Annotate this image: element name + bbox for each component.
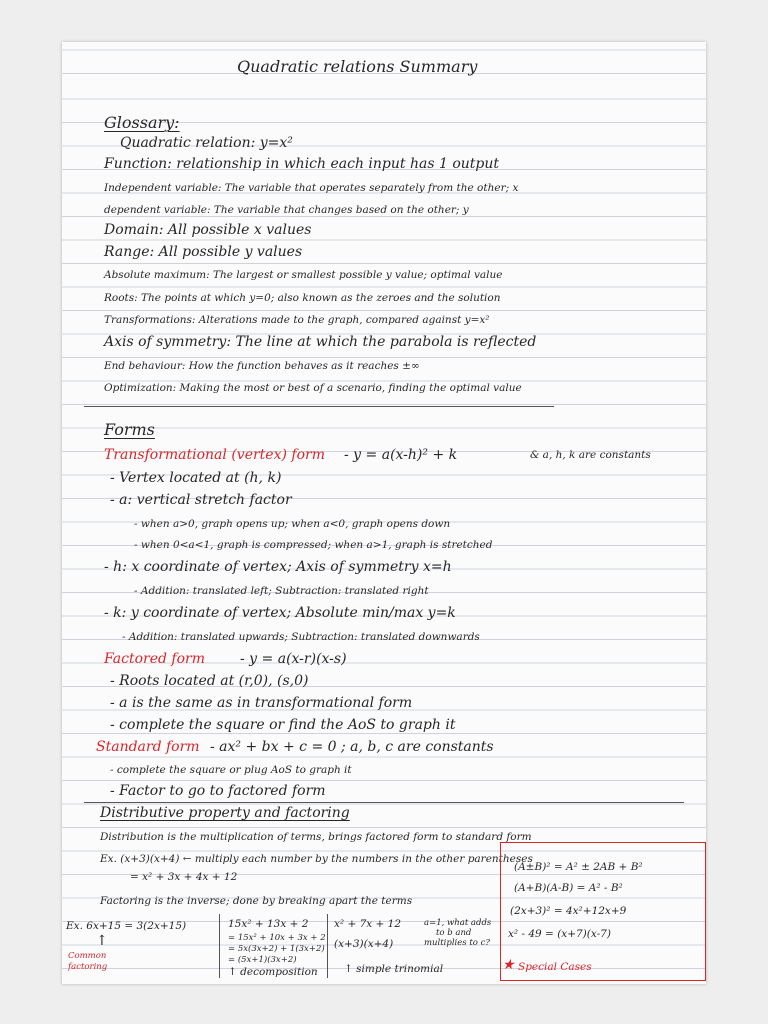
star-icon: ★ [502, 957, 515, 973]
k-translation: - Addition: translated upwards; Subtraction: translated downwards [122, 631, 480, 643]
section-divider [84, 802, 684, 803]
glossary-quadratic-relation: Quadratic relation: y=x² [120, 135, 293, 151]
forms-heading: Forms [104, 420, 155, 439]
glossary-dependent-variable: dependent variable: The variable that changes based on the other; y [104, 204, 469, 216]
vertex-located: - Vertex located at (h, k) [110, 470, 282, 486]
glossary-domain: Domain: All possible x values [104, 222, 312, 238]
simple-trinomial-label: ↑ simple trinomial [344, 963, 444, 975]
factoring-definition: Factoring is the inverse; done by breaking apart the terms [100, 895, 413, 907]
glossary-absolute-maximum: Absolute maximum: The largest or smallest possible y value; optimal value [104, 269, 503, 281]
decomposition-equation: 15x² + 13x + 2 [228, 918, 309, 930]
k-coordinate: - k: y coordinate of vertex; Absolute min/max y=k [104, 605, 456, 621]
common-factoring-example: Ex. 6x+15 = 3(2x+15) [66, 920, 187, 932]
simple-trinomial-note-1: a=1, what adds [424, 918, 492, 928]
complete-the-square-note: - complete the square or find the AoS to graph it [110, 717, 456, 733]
glossary-end-behaviour: End behaviour: How the function behaves as it reaches ±∞ [104, 360, 420, 372]
standard-form-graph-note: - complete the square or plug AoS to graph it [110, 764, 352, 776]
glossary-roots: Roots: The points at which y=0; also known as the zeroes and the solution [104, 292, 501, 304]
glossary-axis-of-symmetry: Axis of symmetry: The line at which the parabola is reflected [104, 334, 537, 350]
glossary-function: Function: relationship in which each input has 1 output [104, 156, 499, 172]
h-coordinate: - h: x coordinate of vertex; Axis of symmetry x=h [104, 559, 452, 575]
glossary-heading: Glossary: [104, 113, 180, 132]
column-divider [219, 914, 220, 978]
simple-trinomial-result: (x+3)(x+4) [334, 938, 394, 950]
page-title: Quadratic relations Summary [237, 57, 478, 76]
transformational-form-equation: - y = a(x-h)² + k [344, 447, 458, 463]
h-translation: - Addition: translated left; Subtraction: translated right [134, 585, 429, 597]
standard-form-label: Standard form [96, 739, 200, 755]
distribution-example-result: = x² + 3x + 4x + 12 [130, 871, 238, 883]
glossary-range: Range: All possible y values [104, 244, 303, 260]
a-opens-up-down: - when a>0, graph opens up; when a<0, graph opens down [134, 518, 451, 530]
a-vertical-stretch: - a: vertical stretch factor [110, 492, 292, 508]
special-case-example-1: (2x+3)² = 4x²+12x+9 [510, 905, 627, 917]
glossary-transformations: Transformations: Alterations made to the graph, compared against y=x² [104, 314, 490, 326]
common-factoring-label-1: Common [68, 951, 107, 961]
decomposition-step-2: = 5x(3x+2) + 1(3x+2) [228, 944, 325, 954]
a-same-as-transformational: - a is the same as in transformational form [110, 695, 413, 711]
roots-located: - Roots located at (r,0), (s,0) [110, 673, 309, 689]
distributive-heading: Distributive property and factoring [100, 805, 350, 821]
factored-form-equation: - y = a(x-r)(x-s) [240, 651, 347, 667]
decomposition-step-1: = 15x² + 10x + 3x + 2 [228, 933, 326, 943]
column-divider [327, 914, 328, 978]
decomposition-step-3: = (5x+1)(3x+2) [228, 955, 297, 965]
standard-form-equation: - ax² + bx + c = 0 ; a, b, c are constants [210, 739, 494, 755]
standard-form-factor-note: - Factor to go to factored form [110, 783, 326, 799]
a-compressed-stretched: - when 0<a<1, graph is compressed; when a>1, graph is stretched [134, 539, 493, 551]
special-case-difference: (A+B)(A-B) = A² - B² [514, 882, 623, 894]
section-divider [84, 406, 554, 407]
distribution-example: Ex. (x+3)(x+4) ← multiply each number by the numbers in the other parentheses [100, 853, 533, 865]
common-factoring-label-2: factoring [68, 962, 108, 972]
simple-trinomial-note-3: multiplies to c? [424, 938, 490, 948]
glossary-optimization: Optimization: Making the most or best of a scenario, finding the optimal value [104, 382, 522, 394]
special-cases-label: Special Cases [518, 961, 592, 973]
transformational-form-label: Transformational (vertex) form [104, 447, 325, 463]
glossary-independent-variable: Independent variable: The variable that operates separately from the other; x [104, 182, 519, 194]
decomposition-label: ↑ decomposition [228, 966, 318, 978]
notebook-page [62, 42, 706, 984]
distribution-definition: Distribution is the multiplication of terms, brings factored form to standard form [100, 831, 532, 843]
simple-trinomial-equation: x² + 7x + 12 [334, 918, 402, 930]
factored-form-label: Factored form [104, 651, 205, 667]
simple-trinomial-note-2: to b and [436, 928, 472, 938]
arrow-up-icon: ↑ [96, 933, 108, 949]
special-case-square: (A±B)² = A² ± 2AB + B² [514, 861, 643, 873]
transformational-form-note: & a, h, k are constants [530, 449, 651, 461]
special-case-example-2: x² - 49 = (x+7)(x-7) [508, 928, 611, 940]
